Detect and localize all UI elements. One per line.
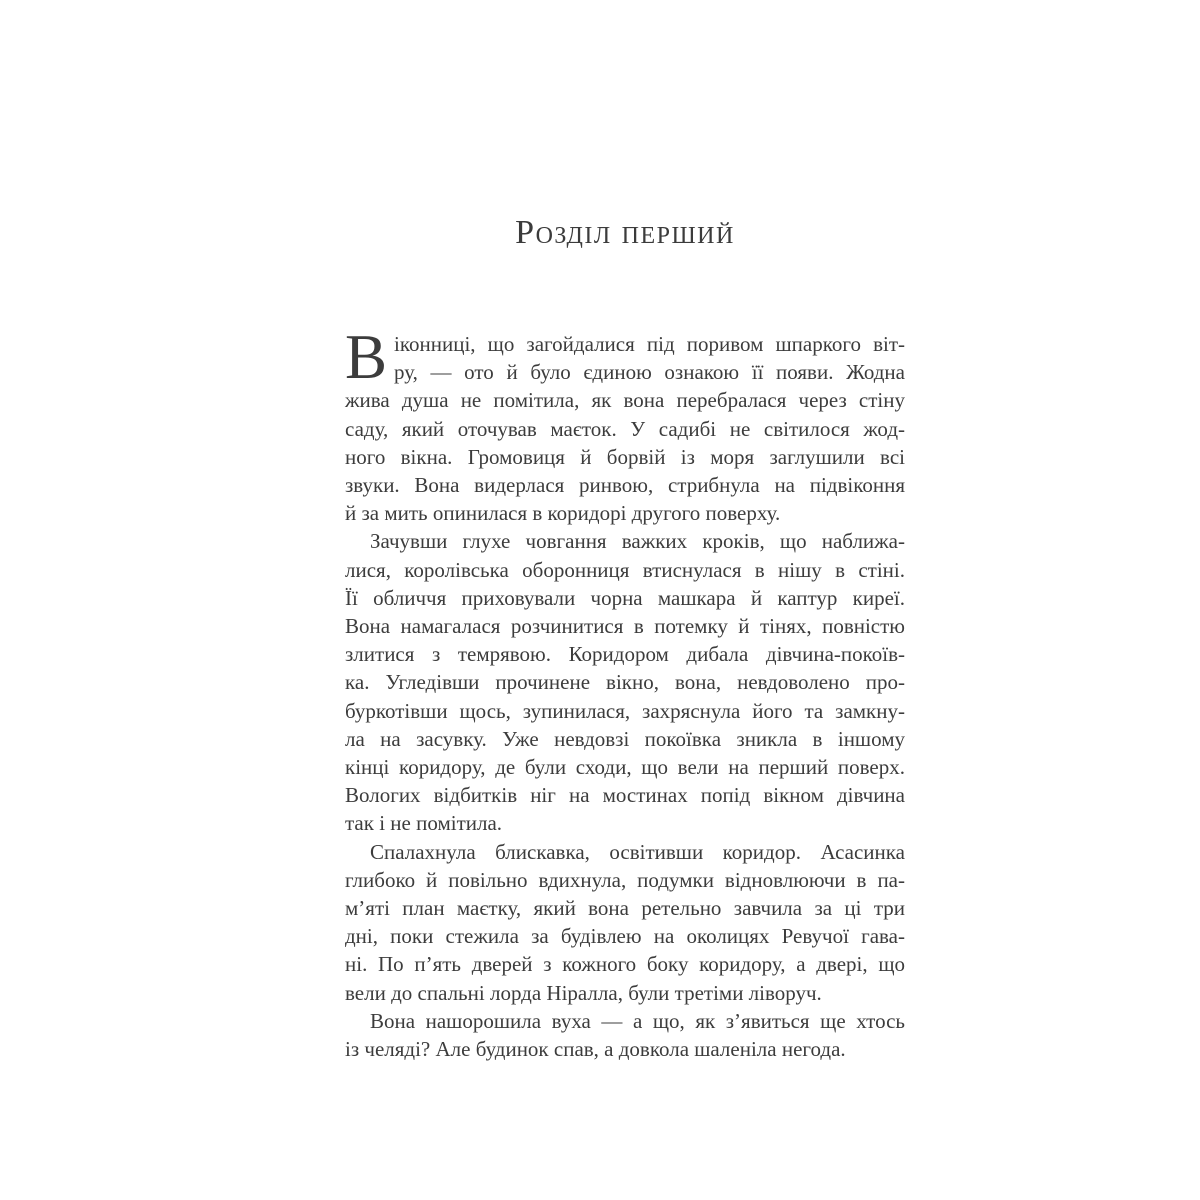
chapter-title: Розділ перший bbox=[515, 213, 735, 251]
text-line: ка. Угледівши прочинене вікно, вона, невдоволено про- bbox=[345, 670, 905, 695]
text-line: злитися з темрявою. Коридором дибала дівчина-покоїв- bbox=[345, 642, 905, 667]
paragraph bbox=[345, 838, 905, 1007]
text-line: ного вікна. Громовиця й борвій із моря заглушили всі bbox=[345, 444, 905, 469]
text-line: звуки. Вона видерлася ринвою, стрибнула на підвіконня bbox=[345, 473, 905, 498]
text-line: Вона намагалася розчинитися в потемку й тінях, повністю bbox=[345, 614, 905, 639]
text-line: дні, поки стежила за будівлею на околицях Ревучої гава- bbox=[345, 924, 905, 949]
text-line: й за мить опинилася в коридорі другого поверху. bbox=[345, 501, 781, 526]
text-line: ні. По п’ять дверей з кожного боку коридору, а двері, що bbox=[345, 952, 905, 977]
text-line: кінці коридору, де були сходи, що вели на перший поверх. bbox=[345, 755, 905, 780]
text-line: ла на засувку. Уже невдовзі покоївка зникла в іншому bbox=[345, 726, 905, 751]
text-line: Зачувши глухе човгання важких кроків, що наближа- bbox=[370, 529, 905, 554]
text-line: лися, королівська оборонниця втиснулася в нішу в стіні. bbox=[345, 557, 905, 582]
text-line: саду, який оточував маєток. У садибі не світилося жод- bbox=[345, 416, 905, 441]
text-line: жива душа не помітила, як вона перебралася через стіну bbox=[345, 388, 905, 413]
paragraph bbox=[345, 527, 905, 837]
text-line: Вологих відбитків ніг на мостинах попід вікном дівчина bbox=[345, 783, 905, 808]
text-line: Вона нашорошила вуха — а що, як з’явиться ще хтось bbox=[370, 1008, 905, 1033]
paragraph bbox=[345, 1007, 905, 1063]
text-line: ру, — ото й було єдиною ознакою її появи. Жодна bbox=[394, 360, 905, 385]
text-line: буркотівши щось, зупинилася, захряснула його та замкну- bbox=[345, 698, 905, 723]
chapter-text bbox=[345, 322, 905, 1063]
text-line: м’яті план маєтку, який вона ретельно завчила за ці три bbox=[345, 896, 905, 921]
text-line: із челяді? Але будинок спав, а довкола шаленіла негода. bbox=[345, 1037, 846, 1062]
text-line: іконниці, що загойдалися під поривом шпаркого віт- bbox=[394, 332, 905, 356]
text-line: Її обличчя приховували чорна машкара й каптур киреї. bbox=[345, 585, 905, 610]
paragraph bbox=[345, 322, 905, 527]
drop-cap: В bbox=[345, 322, 388, 392]
text-line: вели до спальні лорда Ніралла, були третіми ліворуч. bbox=[345, 980, 822, 1005]
text-line: так і не помітила. bbox=[345, 811, 503, 836]
text-line: Спалахнула блискавка, освітивши коридор. Асасинка bbox=[370, 839, 905, 864]
text-line: глибоко й повільно вдихнула, подумки відновлюючи в па- bbox=[345, 867, 905, 892]
